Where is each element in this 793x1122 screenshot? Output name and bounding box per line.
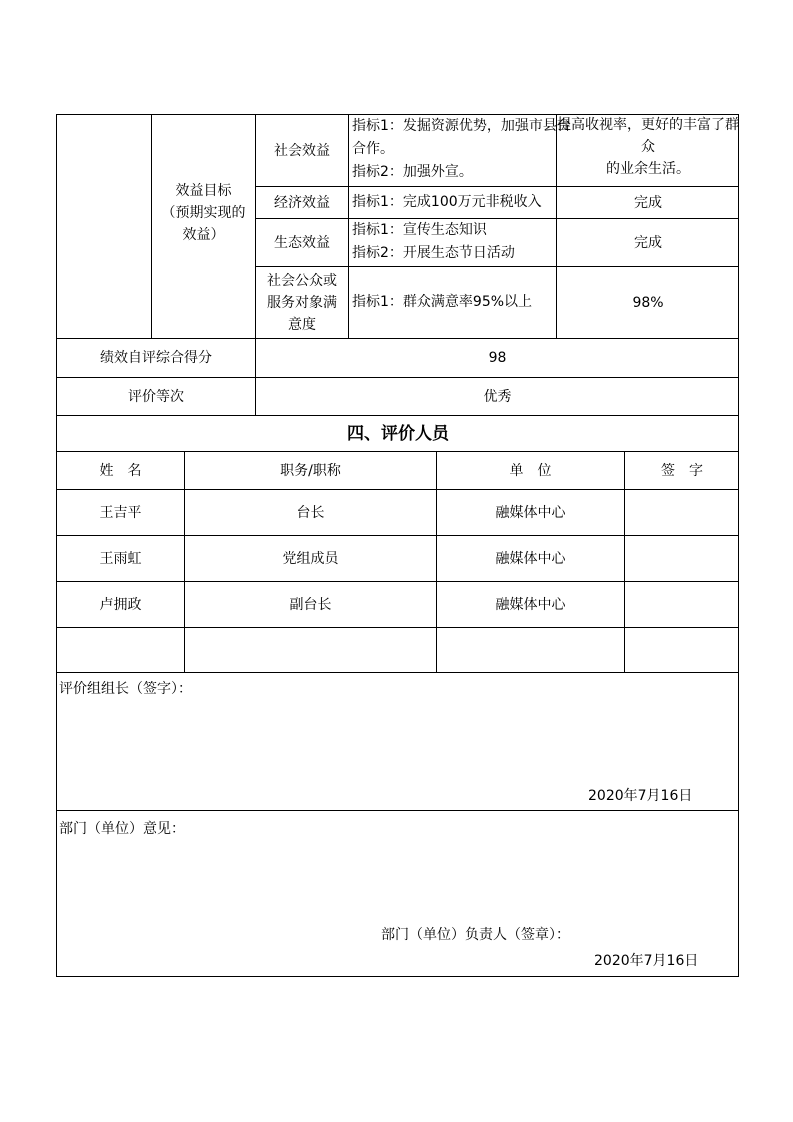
leader-label: 评价组组长（签字）： <box>59 681 192 697</box>
department-date: 2020年7月16日 <box>594 953 699 969</box>
benefit-name: 生态效益 <box>274 234 330 251</box>
benefit-category-line: （预期实现的 <box>161 204 246 221</box>
benefit-name <box>256 267 348 339</box>
department-label: 部门（单位）意见： <box>59 821 185 837</box>
indicator-line: 指标2：加强外宣。 <box>352 164 473 180</box>
person-title: 党组成员 <box>282 550 339 567</box>
indicator-line: 指标1：群众满意率95%以上 <box>352 294 533 310</box>
score-value: 98 <box>488 350 507 366</box>
benefit-result: 98% <box>632 295 664 311</box>
person-unit <box>437 628 624 673</box>
person-name <box>57 628 184 673</box>
benefit-name: 经济效益 <box>274 194 330 211</box>
person-title: 台长 <box>296 504 325 521</box>
benefit-name-line: 意度 <box>288 317 316 333</box>
result-line: 提高收视率，更好的丰富了群众 <box>557 117 739 155</box>
indicator-line: 合作。 <box>352 141 394 157</box>
header-title: 职务/职称 <box>280 462 341 479</box>
grade-label: 评价等次 <box>128 389 184 405</box>
person-name: 王吉平 <box>99 504 142 521</box>
benefit-category-line: 效益） <box>182 226 225 243</box>
person-unit: 融媒体中心 <box>495 550 566 567</box>
indicator-line: 指标2：开展生态节日活动 <box>352 245 515 261</box>
person-title <box>185 628 436 673</box>
benefit-category <box>152 165 255 260</box>
benefit-category-line: 效益目标 <box>175 182 232 199</box>
section-title: 四、评价人员 <box>347 424 449 444</box>
benefit-name: 社会效益 <box>274 142 330 159</box>
person-sign <box>625 490 739 535</box>
leader-date: 2020年7月16日 <box>588 788 693 804</box>
divider <box>348 114 349 339</box>
department-signer: 部门（单位）负责人（签章）： <box>381 927 570 943</box>
score-label: 绩效自评综合得分 <box>100 350 212 366</box>
person-name: 卢拥政 <box>99 596 142 613</box>
person-sign <box>625 582 739 627</box>
indicator-line: 指标1：发掘资源优势，加强市县台 <box>352 118 571 134</box>
indicator-line: 指标1：宣传生态知识 <box>352 222 487 238</box>
benefit-result <box>557 117 739 177</box>
person-name: 王雨虹 <box>99 550 142 567</box>
header-sign: 签 字 <box>661 462 703 479</box>
person-sign <box>625 536 739 581</box>
result-line: 的业余生活。 <box>606 161 690 177</box>
person-title: 副台长 <box>289 596 332 613</box>
benefit-name-line: 社会公众或 <box>267 273 337 289</box>
grade-value: 优秀 <box>483 389 512 405</box>
header-name: 姓 名 <box>99 462 142 479</box>
benefit-name-line: 服务对象满 <box>267 295 337 311</box>
person-unit: 融媒体中心 <box>495 596 566 613</box>
header-unit: 单 位 <box>509 462 552 479</box>
indicator-line: 指标1：完成100万元非税收入 <box>352 194 542 210</box>
benefit-result: 完成 <box>634 234 662 251</box>
person-sign <box>625 628 739 673</box>
benefit-result: 完成 <box>634 194 662 211</box>
person-unit: 融媒体中心 <box>495 504 566 521</box>
